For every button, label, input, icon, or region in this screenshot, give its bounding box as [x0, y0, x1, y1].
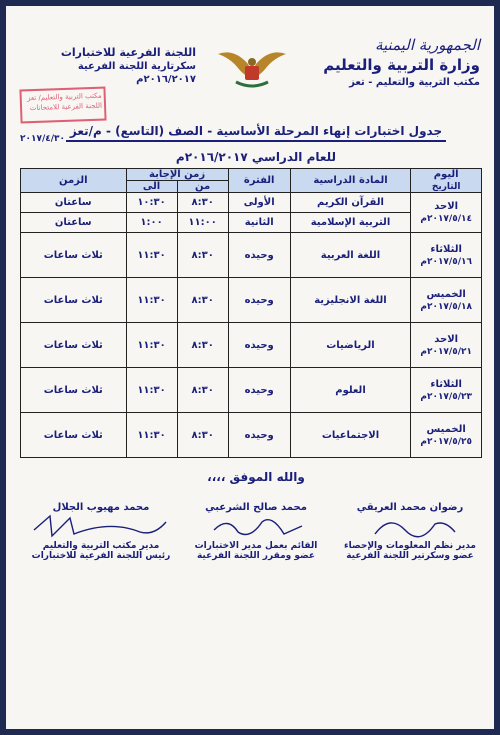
header-date: ٢٠١٦/٢٠١٧م: [136, 74, 196, 85]
cell-period: وحيده: [228, 323, 290, 368]
table-header-row: [21, 169, 482, 181]
table-row: [21, 368, 482, 413]
cell-from: ١١:٠٠: [177, 213, 228, 233]
signatory-title: القائم بعمل مدير الاختبارات: [194, 541, 318, 551]
cell-from: ٨:٣٠: [177, 278, 228, 323]
cell-to: ١٠:٣٠: [126, 193, 177, 213]
cell-day-date: الثلاثاء ٢٠١٧/٥/١٦م: [411, 233, 482, 278]
document-title: جدول اختبارات إنهاء المرحلة الأساسية - الصف (التاسع) - م/تعز: [66, 124, 446, 142]
table-row: [21, 233, 482, 278]
cell-subject: اللغة العربية: [290, 233, 411, 278]
header-answer-time: زمن الإجابة: [126, 169, 228, 181]
closing-phrase: والله الموفق ،،،،: [207, 470, 305, 484]
header-day-date: اليوم التاريخ: [411, 169, 482, 193]
table-row: [21, 413, 482, 458]
signature-scribble-icon: [30, 510, 170, 542]
header-right: [310, 36, 480, 88]
cell-duration: ثلاث ساعات: [21, 278, 127, 323]
cell-day-date: الخميس ٢٠١٧/٥/٢٥م: [411, 413, 482, 458]
signatory-role: عضو ومقرر اللجنة الفرعية: [196, 551, 316, 561]
cell-subject: العلوم: [290, 368, 411, 413]
cell-duration: ثلاث ساعات: [21, 368, 127, 413]
cell-from: ٨:٣٠: [177, 323, 228, 368]
cell-from: ٨:٣٠: [177, 413, 228, 458]
office-name: مكتب التربية والتعليم - تعز: [349, 77, 480, 88]
committee-name: اللجنة الفرعية للاختبارات: [60, 46, 196, 59]
cell-duration: ثلاث ساعات: [21, 323, 127, 368]
cell-subject: الاجتماعيات: [290, 413, 411, 458]
signatory-role: رئيس اللجنة الفرعية للاختبارات: [31, 551, 171, 561]
table-row: [21, 323, 482, 368]
cell-period: وحيده: [228, 233, 290, 278]
cell-day-date: الخميس ٢٠١٧/٥/١٨م: [411, 278, 482, 323]
cell-to: ١١:٣٠: [126, 233, 177, 278]
table-row: [21, 278, 482, 323]
cell-duration: ثلاث ساعات: [21, 413, 127, 458]
header-from: من: [177, 181, 228, 193]
document-page: [6, 6, 494, 729]
document-subtitle: للعام الدراسي ٢٠١٦/٢٠١٧م: [175, 150, 337, 164]
cell-period: وحيده: [228, 368, 290, 413]
exam-schedule-table: [20, 168, 482, 458]
cell-period: الثانية: [228, 213, 290, 233]
signatory-title: مدير نظم المعلومات والإحصاء: [344, 541, 476, 551]
header-subject: المادة الدراسية: [290, 169, 411, 193]
republic-name: الجمهورية اليمنية: [374, 36, 480, 54]
cell-from: ٨:٣٠: [177, 193, 228, 213]
cell-day-date: الاحد ٢٠١٧/٥/٢١م: [411, 323, 482, 368]
cell-day-date: الاحد ٢٠١٧/٥/١٤م: [411, 193, 482, 233]
cell-to: ١:٠٠: [126, 213, 177, 233]
signatory-role: عضو وسكرتير اللجنة الفرعية: [346, 551, 474, 561]
signatory-title: مدير مكتب التربية والتعليم: [42, 541, 160, 551]
cell-to: ١١:٣٠: [126, 323, 177, 368]
signature-block-info-director: [340, 502, 480, 561]
cell-subject: التربية الإسلامية: [290, 213, 411, 233]
office-stamp: مكتب التربية والتعليم/ تعز اللجنة الفرعية للامتحانات: [19, 87, 106, 124]
ministry-name: وزارة التربية والتعليم: [323, 56, 480, 74]
cell-duration: ثلاث ساعات: [21, 233, 127, 278]
header-left: [46, 46, 196, 85]
signature-block-office-director: [26, 502, 176, 561]
cell-period: وحيده: [228, 413, 290, 458]
cell-to: ١١:٣٠: [126, 368, 177, 413]
table-row: [21, 193, 482, 213]
cell-subject: الرياضيات: [290, 323, 411, 368]
cell-duration: ساعتان: [21, 193, 127, 213]
header-period: الفترة: [228, 169, 290, 193]
cell-from: ٨:٣٠: [177, 368, 228, 413]
cell-period: وحيده: [228, 278, 290, 323]
signatory-name: محمد صالح الشرعبي: [205, 502, 307, 513]
signatory-name: محمد مهيوب الجلال: [52, 502, 150, 513]
cell-subject: اللغة الانجليزية: [290, 278, 411, 323]
eagle-emblem-icon: [214, 46, 290, 90]
signature-block-exams-director: [186, 502, 326, 561]
signature-scribble-icon: [370, 512, 460, 542]
header-to: الى: [126, 181, 177, 193]
secretariat-name: سكرتارية اللجنة الفرعية: [77, 61, 196, 72]
header-duration: الزمن: [21, 169, 127, 193]
cell-to: ١١:٣٠: [126, 278, 177, 323]
reference-date: ٢٠١٧/٤/٣٠: [20, 134, 66, 144]
cell-subject: القرآن الكريم: [290, 193, 411, 213]
cell-period: الأولى: [228, 193, 290, 213]
cell-day-date: الثلاثاء ٢٠١٧/٥/٢٣م: [411, 368, 482, 413]
cell-from: ٨:٣٠: [177, 233, 228, 278]
signature-scribble-icon: [210, 512, 306, 542]
signatory-name: رضوان محمد العريقي: [356, 502, 464, 513]
cell-duration: ساعتان: [21, 213, 127, 233]
cell-to: ١١:٣٠: [126, 413, 177, 458]
